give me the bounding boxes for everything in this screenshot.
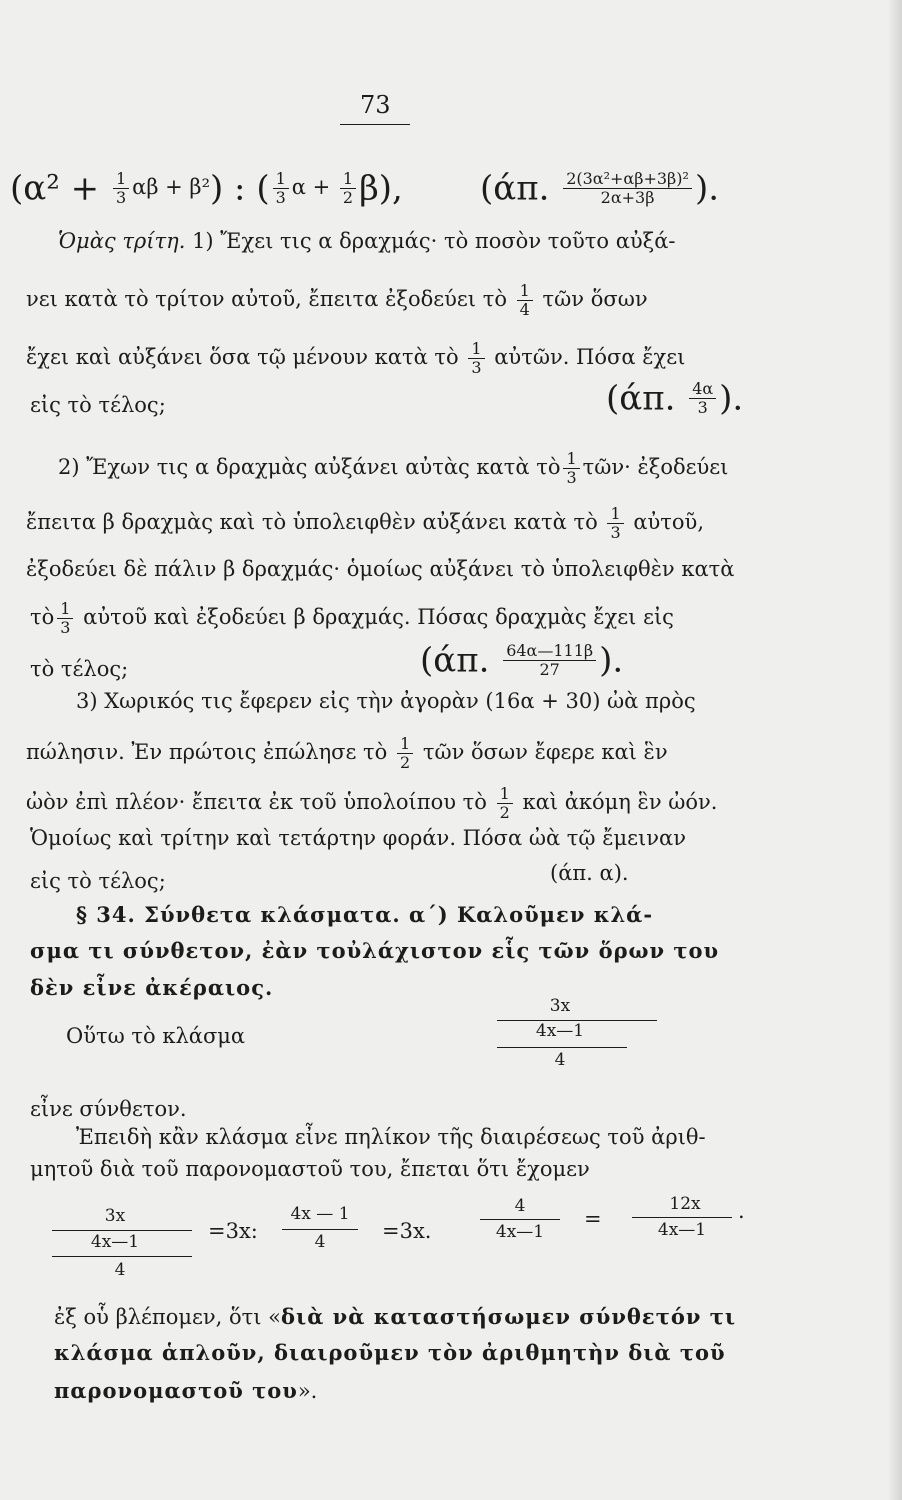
formula-line: (α² + $\frac{1}{3}$ αβ + β²) : ( $\frac{1}{3}$ α + $\frac{1}{2}$ β),: [10, 168, 403, 209]
exercise-group-heading: Ὁμὰς τρίτη. 1) Ἔχει τις α δραχμάς· τὸ ποσὸν τοῦτο αὐξά-: [58, 229, 676, 253]
text-line: ἔπειτα β δραχμὰς καὶ τὸ ὑπολειφθὲν αὐξάνει κατὰ τὸ $\frac{1}{3}$ αὐτοῦ,: [26, 504, 704, 542]
text-line: ὠὸν ἐπὶ πλέον· ἔπειτα ἐκ τοῦ ὑπολοίπου τὸ $\frac{1}{2}$ καὶ ἀκόμη ἓν ὠόν.: [26, 784, 718, 822]
text-line: εἶνε σύνθετον.: [30, 1097, 187, 1121]
answer: (άπ. α).: [550, 861, 629, 885]
text-line: Οὕτω τὸ κλάσμα: [66, 1024, 246, 1048]
answer: (άπ. $\frac{4\alpha}{3}$ ).: [606, 378, 744, 419]
text-line: εἰς τὸ τέλος;: [30, 869, 166, 893]
text-line: ἐξ οὗ βλέπομεν, ὅτι «διὰ νὰ καταστήσωμεν σύνθετόν τι: [54, 1304, 737, 1329]
fraction: $\frac{1}{4}$: [517, 282, 533, 319]
eq-g-num: 12x: [669, 1194, 701, 1214]
fraction: $\frac{1}{2}$: [340, 170, 356, 207]
text-line: δὲν εἶνε ἀκέραιος.: [30, 975, 274, 1000]
compound-fraction-bottom: 4: [554, 1050, 566, 1070]
fraction-rule-inner: [497, 1047, 627, 1048]
eq-c-den: 4: [314, 1232, 326, 1252]
eq-d: =3x.: [382, 1219, 432, 1243]
text-line: νει κατὰ τὸ τρίτον αὐτοῦ, ἔπειτα ἐξοδεύει τὸ $\frac{1}{4}$ τῶν ὅσων: [26, 281, 648, 319]
page-number-rule: [340, 124, 410, 125]
fraction: $\frac{1}{2}$: [497, 785, 513, 822]
text-line: 3) Χωρικός τις ἔφερεν εἰς τὴν ἀγορὰν (16α + 30) ὠὰ πρὸς: [76, 689, 696, 713]
eq-e-den: 4x—1: [495, 1222, 545, 1242]
fraction: $\frac{64\alpha—111\beta}{27}$: [503, 642, 596, 679]
eq-g-suffix: .: [738, 1199, 745, 1223]
text-line: Ἐπειδὴ κἂν κλάσμα εἶνε πηλίκον τῆς διαιρέσεως τοῦ ἀριθ-: [76, 1125, 706, 1149]
text-line: σμα τι σύνθετον, ἐὰν τοὐλάχιστον εἷς τῶν ὅρων του: [30, 938, 720, 963]
text-line: μητοῦ διὰ τοῦ παρονομαστοῦ του, ἔπεται ὅτι ἔχομεν: [30, 1157, 590, 1181]
eq-g-rule: [632, 1217, 732, 1218]
eq-a-rule-main: [52, 1230, 192, 1231]
eq-c-num: 4x — 1: [290, 1204, 350, 1224]
text-line: 2) Ἔχων τις α δραχμὰς αὐξάνει αὐτὰς κατὰ τὸ $\frac{1}{3}$ τῶν· ἐξοδεύει: [58, 449, 729, 487]
page-edge-shadow: [888, 0, 902, 1500]
compound-fraction-middle: 4x—1: [535, 1021, 585, 1041]
text-line: ἔχει καὶ αὐξάνει ὅσα τῷ μένουν κατὰ τὸ $\frac{1}{3}$ αὐτῶν. Πόσα ἔχει: [26, 339, 686, 377]
eq-a-rule-inner: [52, 1256, 192, 1257]
text-line: τὸ τέλος;: [30, 657, 129, 681]
fraction: $\frac{1}{2}$: [397, 735, 413, 772]
eq-a-bottom: 4: [114, 1260, 126, 1280]
answer: (άπ. $\frac{64\alpha—111\beta}{27}$ ).: [420, 640, 624, 681]
page-number: 73: [360, 91, 391, 119]
answer: (άπ. $\frac{\text{2(3α²+αβ+3β)²}}{2\alpha+3\beta}$ ).: [480, 168, 720, 209]
text-line: εἰς τὸ τέλος;: [30, 393, 166, 417]
fraction: $\frac{1}{3}$: [57, 600, 73, 637]
text-line: παρονομαστοῦ του».: [54, 1378, 318, 1403]
fraction: $\frac{1}{3}$: [607, 505, 623, 542]
fraction: $\frac{\text{2(3α²+αβ+3β)²}}{2\alpha+3\beta}$: [563, 170, 692, 207]
text-line: Ὁμοίως καὶ τρίτην καὶ τετάρτην φοράν. Πόσα ὠὰ τῷ ἔμειναν: [30, 826, 686, 850]
eq-f: =: [584, 1207, 602, 1231]
fraction: $\frac{1}{3}$: [273, 170, 289, 207]
fraction: $\frac{1}{3}$: [113, 170, 129, 207]
eq-b: =3x:: [208, 1219, 258, 1243]
eq-g-den: 4x—1: [657, 1220, 707, 1240]
eq-e-rule: [480, 1219, 560, 1220]
eq-e-num: 4: [514, 1196, 526, 1216]
text-line: τὸ $\frac{1}{3}$ αὐτοῦ καὶ ἐξοδεύει β δραχμάς. Πόσας δραχμὰς ἔχει εἰς: [30, 599, 674, 637]
text-line: κλάσμα ἁπλοῦν, διαιροῦμεν τὸν ἀριθμητὴν διὰ τοῦ: [54, 1340, 726, 1365]
fraction: $\frac{1}{3}$: [468, 340, 484, 377]
eq-a-top: 3x: [104, 1206, 126, 1226]
text-line: πώλησιν. Ἐν πρώτοις ἐπώλησε τὸ $\frac{1}{2}$ τῶν ὅσων ἔφερε καὶ ἓν: [26, 734, 668, 772]
text-line: ἐξοδεύει δὲ πάλιν β δραχμάς· ὁμοίως αὐξάνει τὸ ὑπολειφθὲν κατὰ: [26, 557, 735, 581]
fraction: $\frac{4\alpha}{3}$: [689, 380, 716, 417]
compound-fraction-top: 3x: [549, 996, 571, 1016]
section-heading: § 34. Σύνθετα κλάσματα. α΄) Καλοῦμεν κλά-: [76, 902, 654, 927]
fraction: $\frac{1}{3}$: [563, 450, 579, 487]
eq-a-middle: 4x—1: [90, 1232, 140, 1252]
eq-c-rule: [282, 1229, 358, 1230]
